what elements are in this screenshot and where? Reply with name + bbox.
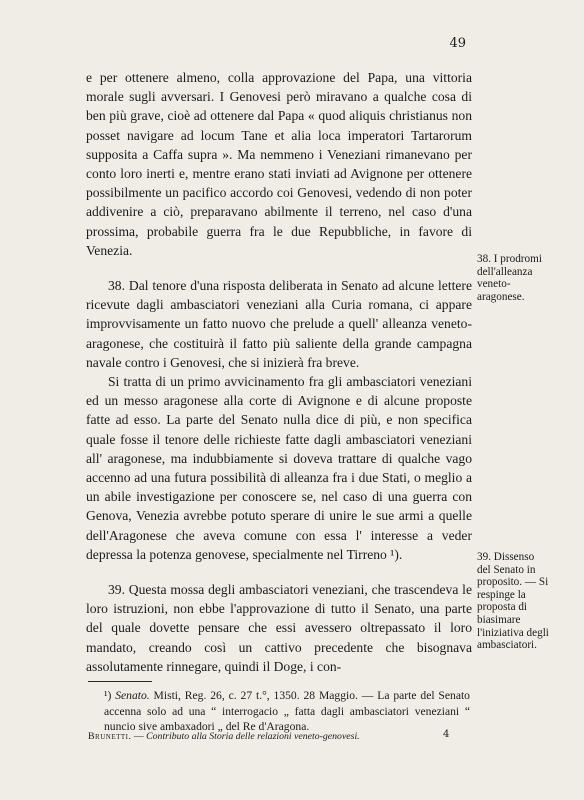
page-number: 49: [449, 36, 466, 51]
signature-mark: 4: [443, 729, 450, 740]
footnote-text: Misti, Reg. 26, c. 27 t.°, 1350. 28 Maggio. — La parte del Senato accenna solo ad una “ interrogacio „ fatta dagli ambasciatori veneziani “ nuncio sive ambaxadori „ del Re d'Aragona.: [104, 689, 470, 734]
footer-separator: —: [133, 731, 144, 742]
paragraph-38-continued: Si tratta di un primo avvicinamento fra gli ambasciatori veneziani ed un messo aragonese alla corte di Avignone e di alcune proposte fatte ad esso. La parte del Senato nulla dice di più, e non specifica quale fosse il tenore delle richieste fatte dagli ambasciatori veneziani all' aragonese, ma indubbiamente si doveva trattare di qualche vago accenno ad una futura possibilità di alleanza fra i due Stati, o meglio a un abile investigazione per conoscere se, nel caso di una guerra con Genova, Venezia avrebbe potuto sperare di unire le sue armi a quelle dell'Aragonese che aveva comune con essa l' interesse a veder depressa la potenza genovese, specialmente nel Tirreno ¹).: [86, 374, 472, 562]
footnote-rule: [88, 681, 152, 682]
footnote-source: Senato.: [115, 689, 150, 702]
paragraph-39: 39. Questa mossa degli ambasciatori veneziani, che trascendeva le loro istruzioni, non ebbe l'approvazione di tutto il Senato, una parte del quale dovette pensare che essi avessero oltrepassato il loro mandato, creando così un cattivo precedente che bisognava assolutamente rinnegare, quindi il Doge, i con-: [86, 582, 472, 674]
footer-title: Contributo alla Storia delle relazioni veneto-genovesi.: [146, 731, 360, 742]
footnote: [104, 688, 470, 735]
footnote-marker: ¹): [104, 689, 112, 702]
paragraph-38: 38. Dal tenore d'una risposta deliberata in Senato ad alcune lettere ricevute dagli ambasciatori veneziani alla Curia romana, ci appare improvvisamente un fatto nuovo che prelude a quell' alleanza veneto-aragonese, che costituirà il fatto più saliente della grande campagna navale contro i Genovesi, che si inizierà fra breve.: [86, 278, 472, 370]
paragraph-continuation: e per ottenere almeno, colla approvazione del Papa, una vittoria morale sugli avversari. I Genovesi però miravano a qualche cosa di ben più grave, cioè ad ottenere dal Papa « quod aliquis christianus non posset navigare ad locum Tane et alia loca imperatori Tartarorum supposita a Caffa supra ». Ma nemmeno i Veneziani rimanevano per conto loro inerti e, mentre erano stati inviati ad Avignone per ottenere possibilmente un pacifico accordo coi Genovesi, vedendo di non poter addivenire a ciò, preparavano abilmente il terreno, nel caso d'una prossima, probabile guerra fra le due Repubbliche, in favore di Venezia.: [86, 70, 472, 258]
main-text: [86, 68, 472, 676]
running-footer: [88, 731, 448, 742]
margin-note-39: 39. Dissenso del Senato in proposito. — Si respinge la proposta di biasimare l'iniziativa degli ambasciatori.: [477, 551, 549, 652]
footer-author: Brunetti.: [88, 731, 132, 742]
margin-note-38: 38. I prodromi dell'alleanza veneto-aragonese.: [477, 253, 542, 303]
